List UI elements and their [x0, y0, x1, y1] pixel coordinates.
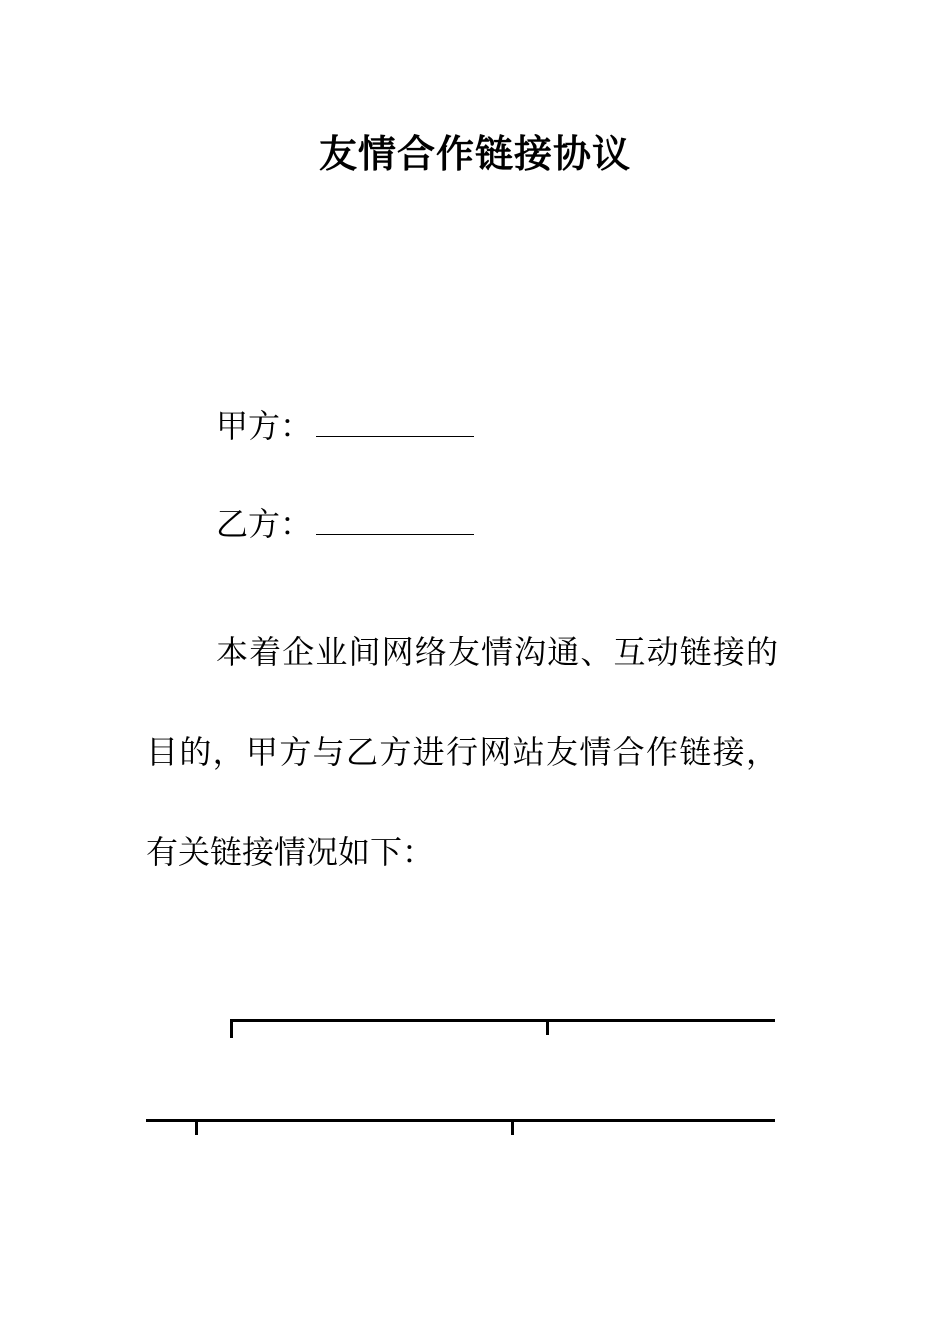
party-b-label: 乙方： [216, 505, 313, 543]
party-b-blank [316, 504, 474, 535]
party-b-line [216, 502, 474, 546]
document-title: 友情合作链接协议 [318, 131, 631, 176]
party-a-line [216, 404, 474, 448]
table-top-left-tick [230, 1019, 233, 1038]
table-second-mid-tick [511, 1119, 514, 1135]
table-second-left-tick [195, 1119, 198, 1135]
table-second-rule [146, 1119, 775, 1122]
table-top-mid-tick [546, 1019, 549, 1035]
intro-paragraph: 本着企业间网络友情沟通、互动链接的目的，甲方与乙方进行网站友情合作链接，有关链接情况如下： [146, 633, 778, 871]
party-a-blank [316, 406, 474, 437]
table-top-rule [230, 1019, 775, 1022]
party-a-label: 甲方： [216, 407, 313, 445]
